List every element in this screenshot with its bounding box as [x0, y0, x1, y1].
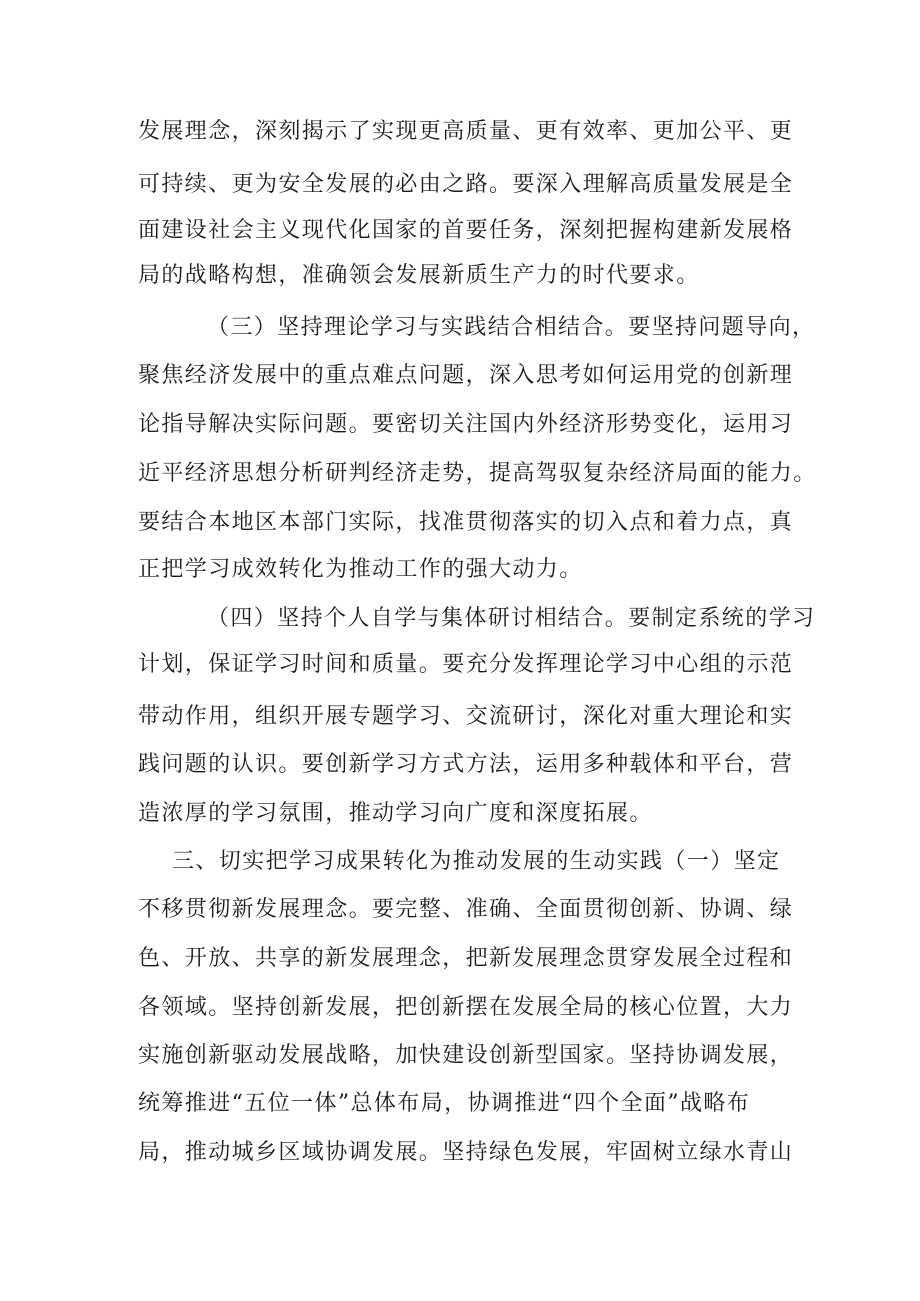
- text-line: 论指导解决实际问题。要密切关注国内外经济形势变化，运用习: [138, 412, 794, 437]
- text-line: 近平经济思想分析研判经济走势，提高驾驭复杂经济局面的能力。: [138, 461, 817, 486]
- text-line: 发展理念，深刻揭示了实现更高质量、更有效率、更加公平、更: [138, 119, 794, 144]
- text-line: 色、开放、共享的新发展理念，把新发展理念贯穿发展全过程和: [138, 946, 794, 971]
- section-heading-4-line: （四）坚持个人自学与集体研讨相结合。要制定系统的学习: [207, 606, 816, 631]
- text-line: 实施创新驱动发展战略，加快建设创新型国家。坚持协调发展，: [138, 1043, 794, 1068]
- text-line: 统筹推进“五位一体”总体布局，协调推进“四个全面”战略布: [138, 1091, 751, 1116]
- text-line: 造浓厚的学习氛围，推动学习向广度和深度拓展。: [138, 801, 653, 826]
- text-line: 聚焦经济发展中的重点难点问题，深入思考如何运用党的创新理: [138, 363, 794, 388]
- text-line: 带动作用，组织开展专题学习、交流研讨，深化对重大理论和实: [138, 704, 794, 729]
- section-heading-three-line: 三、切实把学习成果转化为推动发展的生动实践（一）坚定: [172, 849, 781, 874]
- text-line: 面建设社会主义现代化国家的首要任务，深刻把握构建新发展格: [138, 218, 794, 243]
- text-line: 计划，保证学习时间和质量。要充分发挥理论学习中心组的示范: [138, 652, 794, 677]
- section-heading-3-line: （三）坚持理论学习与实践结合相结合。要坚持问题导向，: [207, 315, 816, 340]
- text-line: 不移贯彻新发展理念。要完整、准确、全面贯彻创新、协调、绿: [138, 897, 794, 922]
- text-line: 正把学习成效转化为推动工作的强大动力。: [138, 557, 583, 582]
- text-line: 可持续、更为安全发展的必由之路。要深入理解高质量发展是全: [138, 172, 794, 197]
- text-line: 要结合本地区本部门实际，找准贯彻落实的切入点和着力点，真: [138, 510, 794, 535]
- text-line: 践问题的认识。要创新学习方式方法，运用多种载体和平台，营: [138, 752, 794, 777]
- text-line: 各领域。坚持创新发展，把创新摆在发展全局的核心位置，大力: [138, 995, 794, 1020]
- text-line: 局，推动城乡区域协调发展。坚持绿色发展，牢固树立绿水青山: [138, 1140, 794, 1165]
- text-line: 局的战略构想，准确领会发展新质生产力的时代要求。: [138, 263, 700, 288]
